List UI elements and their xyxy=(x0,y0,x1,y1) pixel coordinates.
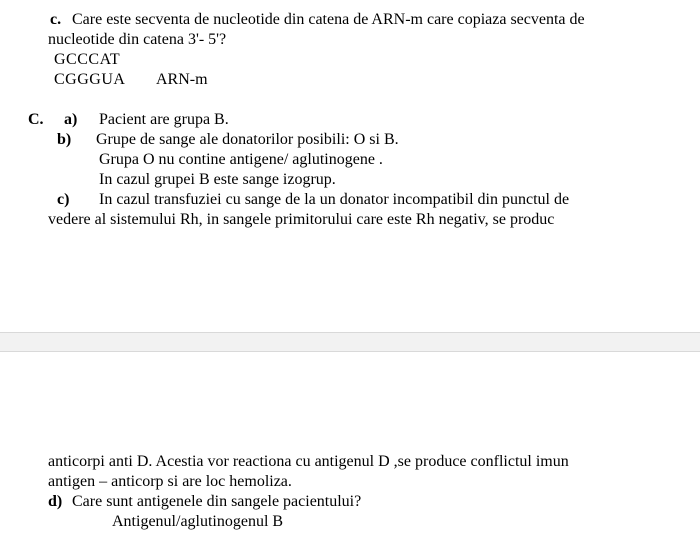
document-page-2 xyxy=(0,352,700,540)
item-d-text: Care sunt antigenele din sangele pacientului? xyxy=(72,493,362,510)
item-c-text-line-2: vedere al sistemului Rh, in sangele primitorului care este Rh negativ, se produc xyxy=(48,211,555,228)
page-break-gap xyxy=(0,332,700,352)
rna-sequence: CGGGUA xyxy=(54,71,126,88)
item-a-marker: a) xyxy=(64,111,78,128)
item-c-text-line-1: In cazul transfuziei cu sange de la un donator incompatibil din punctul de xyxy=(99,191,570,208)
question-c-text-line-1: Care este secventa de nucleotide din catena de ARN-m care copiaza secventa de xyxy=(72,11,585,28)
item-a-text: Pacient are grupa B. xyxy=(99,111,229,128)
continuation-line-2: antigen – anticorp si are loc hemoliza. xyxy=(48,473,292,490)
item-d-answer: Antigenul/aglutinogenul B xyxy=(112,513,284,530)
question-c-marker: c. xyxy=(50,11,62,28)
dna-sequence: GCCCAT xyxy=(54,51,121,68)
question-c-text-line-2: nucleotide din catena 3'- 5'? xyxy=(48,31,227,48)
item-b-line-2: Grupa O nu contine antigene/ aglutinogene . xyxy=(99,151,383,168)
continuation-line-1: anticorpi anti D. Acestia vor reactiona cu antigenul D ,se produce conflictul imun xyxy=(48,453,569,470)
item-b-line-3: In cazul grupei B este sange izogrup. xyxy=(99,171,336,188)
rna-sequence-label: ARN-m xyxy=(156,71,208,88)
item-b-marker: b) xyxy=(57,131,72,148)
item-c-marker: c) xyxy=(57,191,70,208)
item-d-marker: d) xyxy=(48,493,63,510)
section-c-heading: C. xyxy=(28,111,44,128)
item-b-text: Grupe de sange ale donatorilor posibili: O si B. xyxy=(96,131,399,148)
